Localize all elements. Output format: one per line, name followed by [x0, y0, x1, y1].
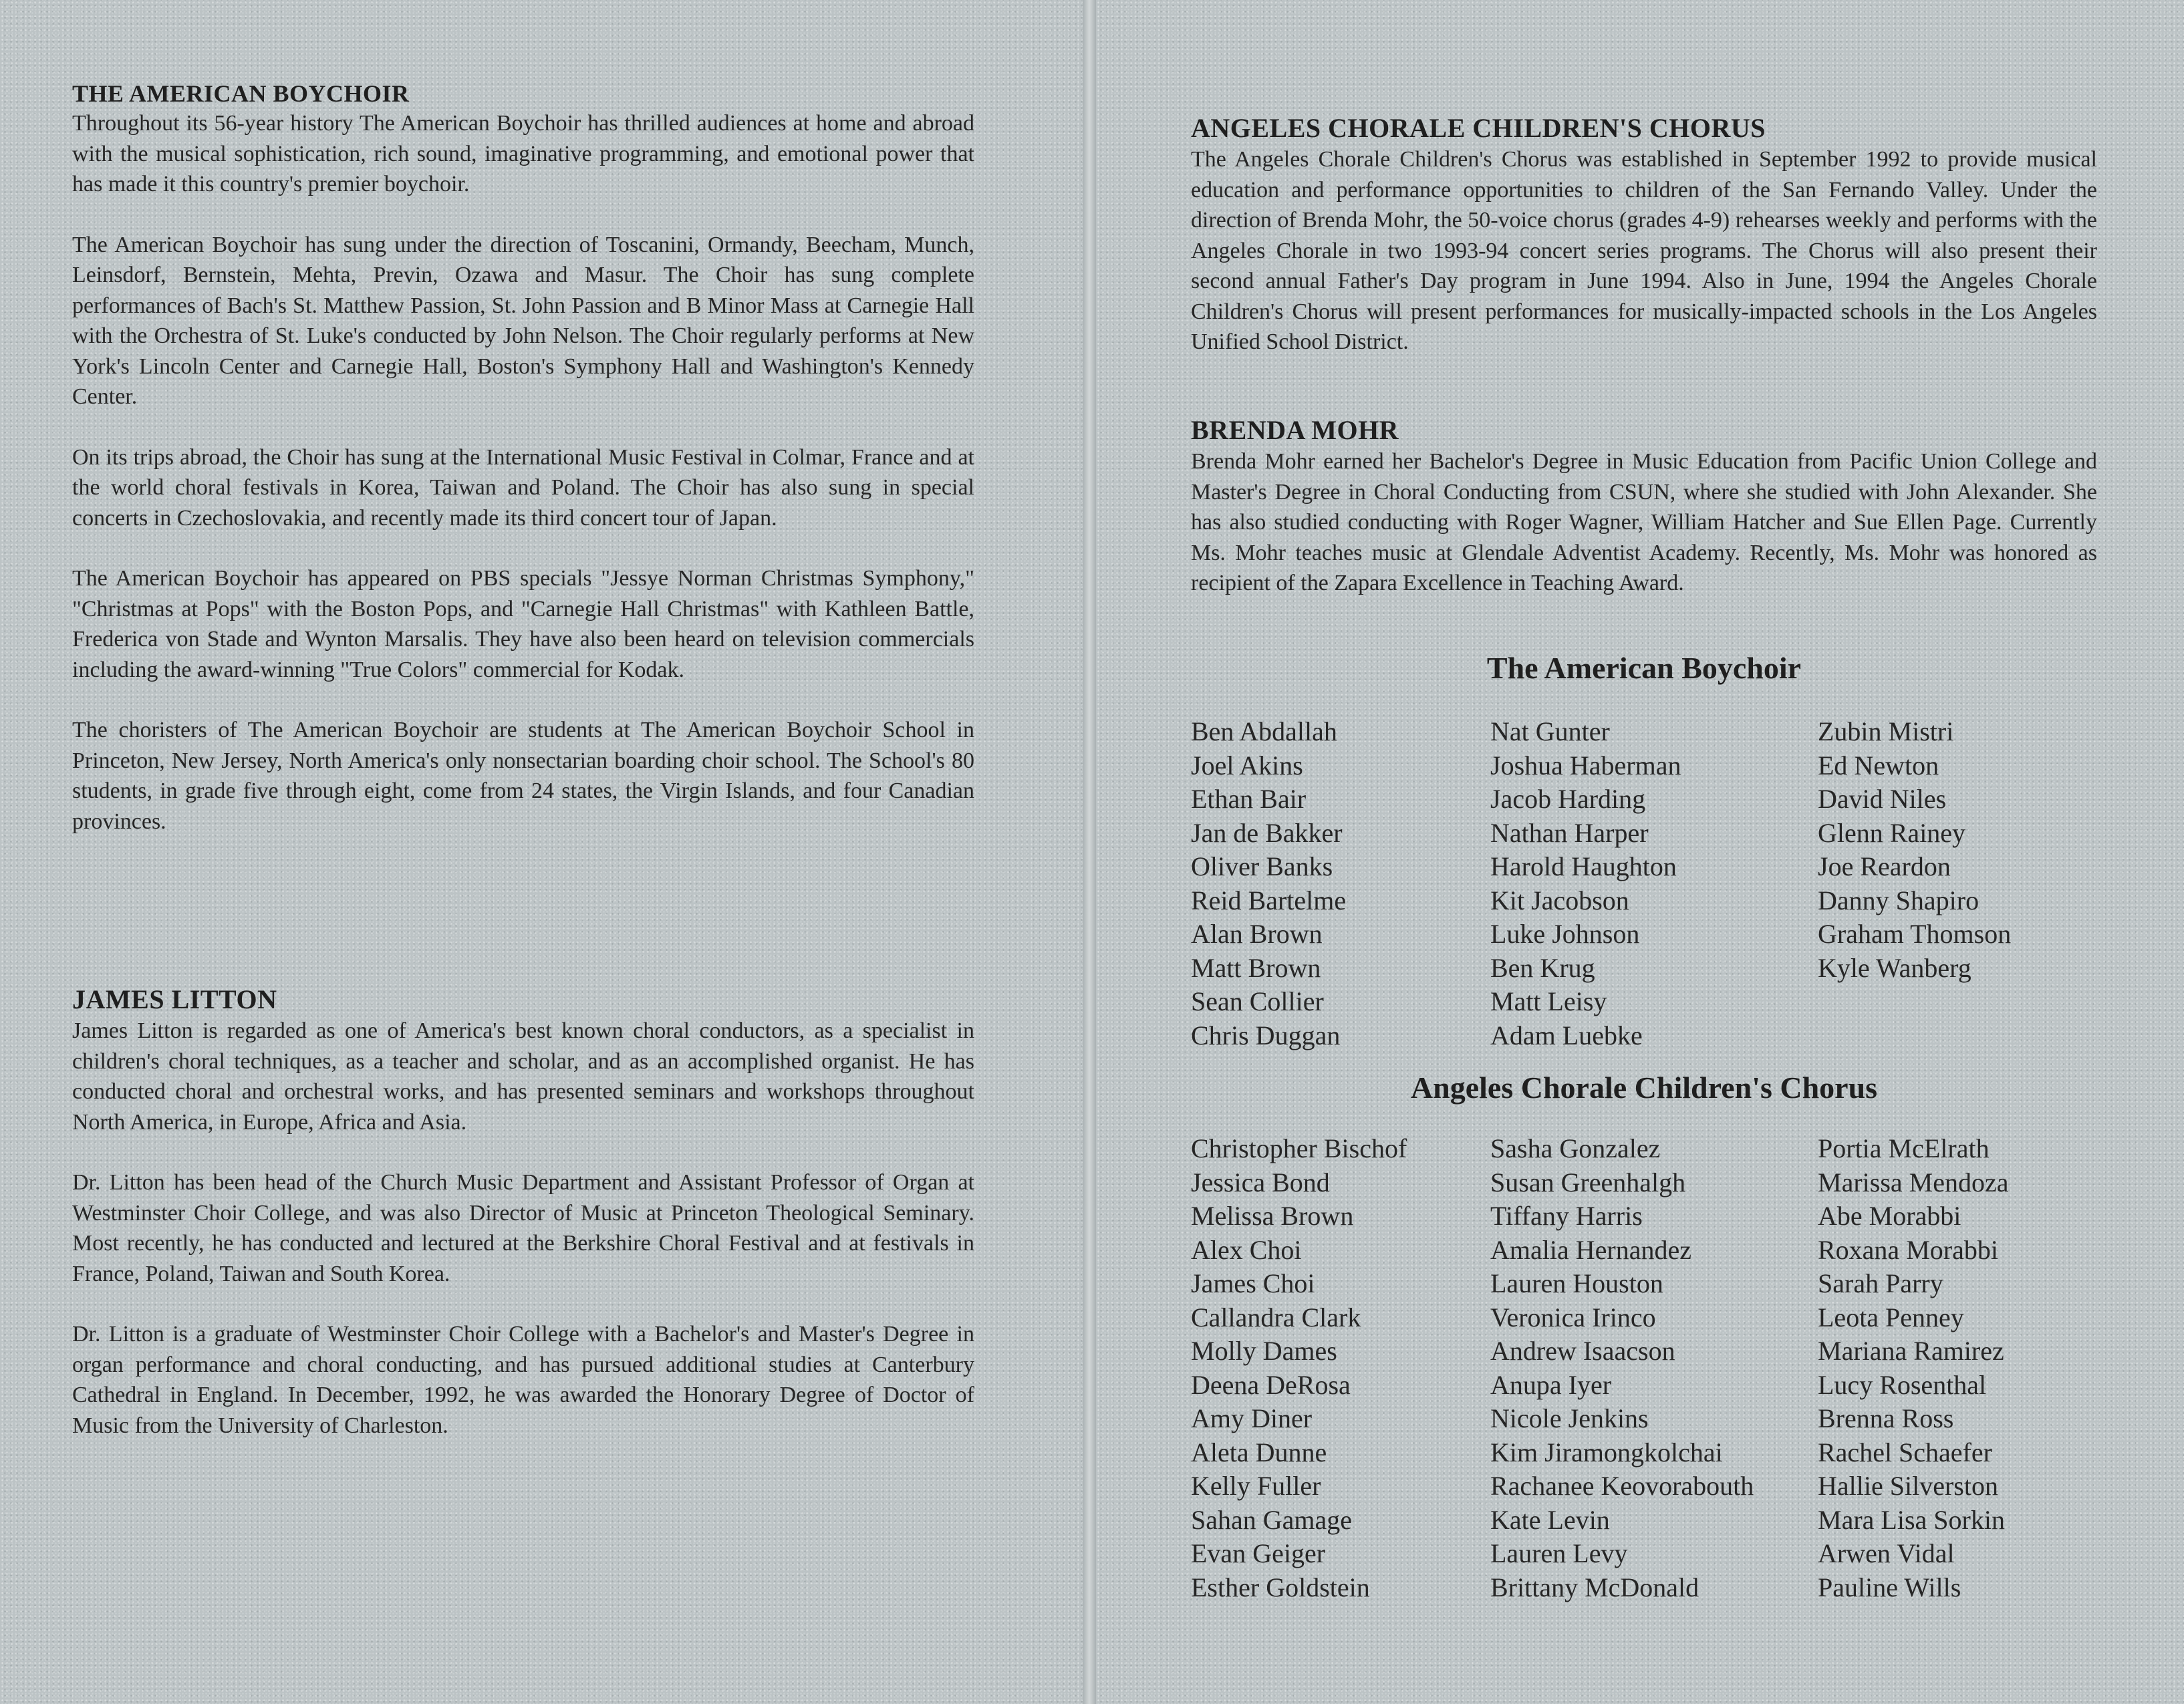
chorale-roster-col-2	[1490, 1132, 1754, 1604]
roster-member: Molly Dames	[1191, 1336, 1337, 1366]
boychoir-para-2: The American Boychoir has sung under the direction of Toscanini, Ormandy, Beecham, Munch, Leinsdorf, Bernstein, Mehta, Previn, Ozawa and Masur. The Choir has sung complete performances of Bach's St. Matthew Passion, St. John Passion and B Minor Mass at Carnegie Hall with the Orchestra of St. Luke's conducted by John Nelson. The Choir regularly performs at New York's Lincoln Center and Carnegie Hall, Boston's Symphony Hall and Washington's Kennedy Center.	[72, 232, 974, 409]
roster-member: Sasha Gonzalez	[1490, 1133, 1661, 1163]
roster-member: Adam Luebke	[1490, 1020, 1643, 1050]
roster-member: Sarah Parry	[1818, 1268, 1943, 1298]
roster-member: Jessica Bond	[1191, 1167, 1330, 1197]
roster-member: Kyle Wanberg	[1818, 952, 1971, 983]
chorale-roster-col-3	[1818, 1132, 2008, 1604]
roster-member: Joe Reardon	[1818, 851, 1951, 881]
roster-member: Andrew Isaacson	[1490, 1336, 1675, 1366]
chorale-para-1: The Angeles Chorale Children's Chorus was established in September 1992 to provide musical education and performance opportunities to children of the San Fernando Valley. Under the direction of Brenda Mohr, the 50-voice chorus (grades 4-9) rehearses weekly and performs with the Angeles Chorale in two 1993-94 concert series programs. The Chorus will also present their second annual Father's Day program in June 1994. Also in June, 1994 the Angeles Chorale Children's Chorus will present performances for musically-impacted schools in the Los Angeles Unified School District.	[1191, 147, 2097, 354]
roster-member: Mara Lisa Sorkin	[1818, 1504, 2005, 1535]
page-fold	[1083, 0, 1096, 1704]
roster-member: Joel Akins	[1191, 750, 1303, 780]
roster-member: Ben Krug	[1490, 952, 1595, 983]
roster-member: Mariana Ramirez	[1818, 1336, 2004, 1366]
roster-member: Lauren Levy	[1490, 1538, 1628, 1568]
boychoir-roster-col-3	[1818, 715, 2011, 985]
roster-member: Susan Greenhalgh	[1490, 1167, 1686, 1197]
roster-member: Jacob Harding	[1490, 784, 1646, 814]
roster-member: Lucy Rosenthal	[1818, 1369, 1987, 1400]
roster-member: Nat Gunter	[1490, 716, 1610, 746]
boychoir-roster-col-2	[1490, 715, 1681, 1052]
roster-member: Ethan Bair	[1191, 784, 1307, 814]
mohr-section	[1191, 414, 2097, 599]
roster-member: Abe Morabbi	[1818, 1201, 1961, 1231]
boychoir-roster-col-1	[1191, 715, 1346, 1052]
boychoir-para-5: The choristers of The American Boychoir are students at The American Boychoir School in Princeton, New Jersey, North America's only nonsectarian boarding choir school. The School's 80 students, in grade five through eight, come from 24 states, the Virgin Islands, and four Canadian provinces.	[72, 718, 974, 834]
roster-member: Hallie Silverston	[1818, 1471, 1998, 1501]
roster-member: James Choi	[1191, 1268, 1315, 1298]
roster-member: Portia McElrath	[1818, 1133, 1990, 1163]
roster-member: Sean Collier	[1191, 986, 1324, 1016]
boychoir-roster-title: The American Boychoir	[1486, 651, 1802, 685]
chorale-roster-col-1	[1191, 1132, 1407, 1604]
roster-member: Joshua Haberman	[1490, 750, 1681, 780]
litton-para-1: James Litton is regarded as one of America's best known choral conductors, as a specialist in children's choral techniques, as a teacher and scholar, and as an accomplished organist. He has conducted choral and orchestral works, and has presented seminars and workshops throughout North America, in Europe, Africa and Asia.	[72, 1018, 974, 1135]
litton-para-3: Dr. Litton is a graduate of Westminster Choir College with a Bachelor's and Master's Degree in organ performance and choral conducting, and has pursued additional studies at Canterbury Cathedral in England. In December, 1992, he was awarded the Honorary Degree of Doctor of Music from the University of Charleston.	[72, 1322, 974, 1438]
boychoir-para-3: On its trips abroad, the Choir has sung at the International Music Festival in Colmar, France and at the world choral festivals in Korea, Taiwan and Poland. The Choir has also sung in special concerts in Czechoslovakia, and recently made its third concert tour of Japan.	[72, 444, 974, 531]
roster-member: Leota Penney	[1818, 1302, 1964, 1332]
roster-member: Matt Leisy	[1490, 986, 1607, 1016]
roster-member: Chris Duggan	[1191, 1020, 1341, 1050]
roster-member: Alan Brown	[1191, 919, 1323, 949]
litton-heading: JAMES LITTON	[72, 984, 277, 1014]
roster-member: Aleta Dunne	[1191, 1437, 1327, 1467]
chorale-roster-title: Angeles Chorale Children's Chorus	[1410, 1071, 1878, 1105]
litton-section	[72, 984, 974, 1441]
chorale-heading: ANGELES CHORALE CHILDREN'S CHORUS	[1191, 113, 1766, 143]
roster-member: Tiffany Harris	[1490, 1201, 1643, 1231]
right-page	[1096, 0, 2184, 1704]
chorale-section	[1191, 112, 2097, 358]
roster-member: Zubin Mistri	[1818, 716, 1954, 746]
roster-member: Jan de Bakker	[1191, 817, 1343, 848]
roster-member: Evan Geiger	[1191, 1538, 1326, 1568]
mohr-heading: BRENDA MOHR	[1191, 415, 1399, 445]
roster-member: Rachanee Keovorabouth	[1490, 1471, 1754, 1501]
roster-member: Nicole Jenkins	[1490, 1403, 1649, 1433]
roster-member: Deena DeRosa	[1191, 1369, 1351, 1400]
mohr-para-1: Brenda Mohr earned her Bachelor's Degree in Music Education from Pacific Union College and Master's Degree in Choral Conducting from CSUN, where she studied with John Alexander. She has also studied conducting with Roger Wagner, William Hatcher and Sue Ellen Page. Currently Ms. Mohr teaches music at Glendale Adventist Academy. Recently, Ms. Mohr was honored as recipient of the Zapara Excellence in Teaching Award.	[1191, 449, 2097, 595]
roster-member: Glenn Rainey	[1818, 817, 1966, 848]
roster-member: Marissa Mendoza	[1818, 1167, 2009, 1197]
roster-member: Arwen Vidal	[1818, 1538, 1955, 1568]
roster-member: Kit Jacobson	[1490, 885, 1629, 915]
roster-member: Lauren Houston	[1490, 1268, 1663, 1298]
roster-member: Kelly Fuller	[1191, 1471, 1321, 1501]
roster-member: Ed Newton	[1818, 750, 1939, 780]
roster-member: Brittany McDonald	[1490, 1572, 1699, 1602]
roster-member: Reid Bartelme	[1191, 885, 1347, 915]
roster-member: David Niles	[1818, 784, 1947, 814]
roster-member: Luke Johnson	[1490, 919, 1640, 949]
roster-member: Graham Thomson	[1818, 919, 2012, 949]
boychoir-section	[72, 79, 974, 837]
roster-member: Ben Abdallah	[1191, 716, 1337, 746]
roster-member: Danny Shapiro	[1818, 885, 1980, 915]
roster-member: Anupa Iyer	[1490, 1369, 1612, 1400]
roster-member: Kim Jiramongkolchai	[1490, 1437, 1723, 1467]
roster-member: Esther Goldstein	[1191, 1572, 1370, 1602]
boychoir-heading: THE AMERICAN BOYCHOIR	[72, 80, 410, 107]
roster-member: Amalia Hernandez	[1490, 1234, 1691, 1265]
roster-member: Brenna Ross	[1818, 1403, 1954, 1433]
roster-member: Melissa Brown	[1191, 1201, 1354, 1231]
roster-member: Christopher Bischof	[1191, 1133, 1407, 1163]
roster-member: Kate Levin	[1490, 1504, 1610, 1535]
roster-member: Callandra Clark	[1191, 1302, 1361, 1332]
roster-member: Nathan Harper	[1490, 817, 1649, 848]
roster-member: Alex Choi	[1191, 1234, 1302, 1265]
litton-para-2: Dr. Litton has been head of the Church Music Department and Assistant Professor of Organ at Westminster Choir College, and was also Director of Music at Princeton Theological Seminary. Most recently, he has conducted and lectured at the Berkshire Choral Festival and at festivals in France, Poland, Taiwan and South Korea.	[72, 1170, 974, 1286]
roster-member: Matt Brown	[1191, 952, 1321, 983]
roster-member: Pauline Wills	[1818, 1572, 1961, 1602]
boychoir-para-4: The American Boychoir has appeared on PBS specials "Jessye Norman Christmas Symphony," "Christmas at Pops" with the Boston Pops, and "Carnegie Hall Christmas" with Kathleen Battle, Frederica von Stade and Wynton Marsalis. They have also been heard on television commercials including the award-winning "True Colors" commercial for Kodak.	[72, 566, 974, 682]
roster-member: Roxana Morabbi	[1818, 1234, 1998, 1265]
roster-member: Veronica Irinco	[1490, 1302, 1656, 1332]
roster-member: Oliver Banks	[1191, 851, 1333, 881]
roster-member: Sahan Gamage	[1191, 1504, 1353, 1535]
roster-member: Rachel Schaefer	[1818, 1437, 1992, 1467]
boychoir-para-1: Throughout its 56-year history The American Boychoir has thrilled audiences at home and abroad with the musical sophistication, rich sound, imaginative programming, and emotional power that has made it this country's premier boychoir.	[72, 111, 974, 196]
left-page	[0, 0, 1083, 1704]
roster-member: Harold Haughton	[1490, 851, 1677, 881]
roster-member: Amy Diner	[1191, 1403, 1313, 1433]
